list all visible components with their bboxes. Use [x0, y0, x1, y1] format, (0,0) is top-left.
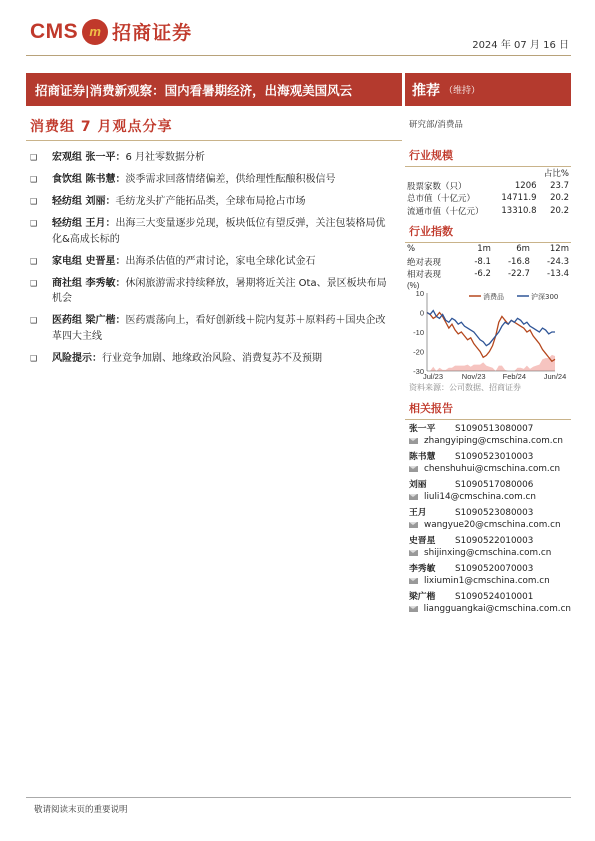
cell-6m: -22.7	[507, 269, 530, 280]
analyst-entry	[405, 591, 571, 615]
bullet-label: 食饮组 陈书慧：	[52, 174, 126, 185]
mail-icon	[409, 522, 418, 528]
bullet-item	[30, 194, 394, 210]
mail-icon	[409, 466, 418, 472]
checkbox-bullet-icon: ❑	[30, 256, 38, 266]
analyst-email[interactable]: zhangyiping@cmschina.com.cn	[424, 436, 563, 446]
relative-performance-area	[427, 355, 555, 371]
mail-icon	[409, 578, 418, 584]
mail-icon	[409, 494, 418, 500]
table-row	[405, 205, 571, 218]
analyst-email-row	[405, 435, 571, 447]
industry-index-title: 行业指数	[405, 223, 571, 243]
analyst-id: S1090524010001	[455, 592, 534, 602]
checkbox-bullet-icon: ❑	[30, 197, 38, 206]
related-reports-section	[405, 400, 571, 619]
analyst-email[interactable]: wangyue20@cmschina.com.cn	[424, 520, 561, 530]
analyst-email-row	[405, 547, 571, 559]
y-tick-label: 10	[415, 289, 424, 298]
bullet-text: 6 月社零数据分析	[125, 152, 206, 163]
cms-logo	[30, 18, 192, 45]
cell-12m: -24.3	[547, 256, 569, 267]
analyst-email-row	[405, 603, 571, 615]
legend-label-hs300: 沪深300	[531, 293, 559, 301]
footer-note: 敬请阅读末页的重要说明	[34, 805, 128, 815]
y-tick-label: 0	[419, 308, 424, 318]
col-header: %	[407, 244, 416, 255]
col-header: 1m	[477, 244, 491, 255]
row-label: 股票家数（只）	[407, 181, 467, 192]
analyst-email-row	[405, 463, 571, 475]
table-header-row	[405, 243, 571, 256]
industry-scale-table	[405, 167, 571, 217]
bullet-label: 医药组 梁广楷：	[52, 315, 126, 326]
row-value: 13310.8	[501, 205, 537, 216]
analyst-row	[405, 451, 571, 463]
bullet-text: 行业竞争加剧、地缘政治风险、消费复苏不及预期	[102, 352, 322, 364]
row-pct: 23.7	[550, 180, 569, 191]
analyst-id: S1090520070003	[455, 564, 534, 574]
logo-chinese-text: 招商证券	[112, 22, 193, 44]
bullet-item	[30, 351, 394, 367]
bullet-item	[30, 172, 394, 188]
logo-mark-icon: m	[82, 19, 108, 45]
bullet-label: 家电组 史晋星：	[52, 255, 126, 267]
analyst-email-row	[405, 519, 571, 531]
checkbox-bullet-icon: ❑	[30, 219, 38, 228]
analyst-name: 王月	[409, 508, 427, 518]
bullet-label: 商社组 李秀敏：	[52, 277, 126, 289]
analyst-row	[405, 479, 571, 491]
analyst-email-row	[405, 491, 571, 503]
bullet-label: 风险提示：	[52, 352, 102, 364]
index-chart-svg	[405, 279, 571, 379]
cell-1m: -6.2	[474, 269, 491, 280]
analyst-entry	[405, 479, 571, 503]
analyst-id: S1090523080003	[455, 508, 534, 518]
header-divider	[26, 55, 571, 56]
table-row	[405, 180, 571, 193]
row-label: 总市值（十亿元）	[407, 194, 476, 205]
bullet-item	[30, 216, 394, 247]
analyst-id: S1090517080006	[455, 480, 534, 490]
col-header: 12m	[549, 244, 569, 255]
cell-6m: -16.8	[507, 256, 530, 267]
analyst-email[interactable]: liangguangkai@cmschina.com.cn	[423, 604, 571, 614]
bullet-text: 出海三大变量逐步兑现，板块低位有望反弹，关注包装格局优化&高成长标的	[52, 218, 386, 245]
row-value: 14711.9	[501, 193, 537, 204]
checkbox-bullet-icon: ❑	[30, 175, 38, 184]
related-reports-title: 相关报告	[405, 400, 571, 420]
analyst-name: 陈书慧	[409, 452, 436, 462]
rating-main: 推荐	[412, 82, 440, 99]
data-source: 资料来源：公司数据、招商证券	[409, 383, 521, 392]
checkbox-bullet-icon: ❑	[30, 153, 38, 162]
analyst-name: 张一平	[409, 424, 436, 434]
bullet-label: 轻纺组 刘丽：	[52, 196, 116, 207]
bullet-text: 出海杀估值的严肃讨论，家电全球化试金石	[125, 255, 316, 267]
analyst-name: 史晋星	[409, 536, 436, 546]
table-row	[405, 256, 571, 269]
checkbox-bullet-icon: ❑	[30, 278, 38, 288]
industry-index-section	[405, 223, 571, 281]
pct-header: 占比%	[543, 169, 569, 180]
checkbox-bullet-icon: ❑	[30, 353, 38, 363]
index-chart	[405, 279, 571, 379]
x-tick-label: Nov/23	[461, 372, 486, 379]
analyst-row	[405, 423, 571, 435]
x-tick-label: Feb/24	[502, 372, 527, 379]
table-header-row	[405, 167, 571, 180]
analyst-email[interactable]: lixiumin1@cmschina.com.cn	[424, 576, 550, 586]
mail-icon	[409, 606, 418, 612]
col-header: 6m	[516, 244, 530, 255]
analyst-row	[405, 507, 571, 519]
report-title: 招商证券|消费新观察：国内看暑期经济，出海观美国风云	[26, 73, 402, 106]
row-pct: 20.2	[550, 193, 569, 204]
analyst-row	[405, 535, 571, 547]
report-date: 2024 年 07 月 16 日	[472, 40, 569, 51]
y-tick-label: -20	[413, 347, 424, 357]
bullet-text: 淡季需求回落情绪偏差，供给理性酝酿积极信号	[125, 174, 336, 185]
analyst-entry	[405, 535, 571, 559]
row-label: 绝对表现	[407, 257, 442, 268]
bullet-label: 宏观组 张一平：	[52, 152, 126, 163]
cell-1m: -8.1	[474, 256, 491, 267]
bullet-text: 休闲旅游需求持续释放，暑期将近关注 Ota、景区板块布局机会	[52, 277, 387, 304]
industry-index-table	[405, 243, 571, 281]
analyst-entry	[405, 507, 571, 531]
department: 研究部/消费品	[409, 120, 463, 130]
analyst-id: S1090513080007	[455, 424, 534, 434]
bullet-item	[30, 276, 394, 307]
row-pct: 20.2	[550, 205, 569, 216]
mail-icon	[409, 550, 418, 556]
analyst-list	[405, 423, 571, 615]
bullet-item	[30, 254, 394, 270]
analyst-id: S1090523010003	[455, 452, 534, 462]
bullet-item	[30, 150, 394, 166]
analyst-id: S1090522010003	[455, 536, 534, 546]
mail-icon	[409, 438, 418, 444]
row-label: 流通市值（十亿元）	[407, 206, 484, 217]
analyst-name: 刘丽	[409, 480, 427, 490]
bullet-item	[30, 313, 394, 344]
y-tick-label: -10	[413, 328, 424, 337]
series-line-hs300	[427, 311, 555, 346]
analyst-email-row	[405, 575, 571, 587]
bullet-text: 毛纺龙头扩产能拓品类，全球布局抢占市场	[115, 196, 306, 207]
rating-sub: （维持）	[444, 86, 481, 96]
x-tick-label: Jul/23	[422, 372, 444, 379]
analyst-name: 梁广楷	[409, 592, 436, 602]
rating-bar	[405, 73, 571, 106]
y-axis-label: (%)	[407, 281, 420, 290]
page-header	[0, 0, 595, 60]
bullet-text: 医药震荡向上，看好创新线＋院内复苏＋原料药＋国央企改革四大主线	[52, 315, 386, 342]
x-tick-label: Jun/24	[543, 372, 567, 379]
analyst-row	[405, 591, 571, 603]
sidebar	[405, 110, 571, 614]
report-subtitle: 消费组 7 月观点分享	[30, 119, 173, 135]
analyst-email[interactable]: shijinxing@cmschina.com.cn	[424, 548, 552, 558]
analyst-name: 李秀敏	[409, 564, 436, 574]
bullet-label: 轻纺组 王月：	[52, 218, 116, 229]
legend-label-consumer: 消费品	[483, 293, 504, 301]
logo-latin-text: CMS	[30, 19, 79, 43]
table-row	[405, 192, 571, 205]
analyst-email[interactable]: liuli14@cmschina.com.cn	[424, 492, 536, 502]
analyst-row	[405, 563, 571, 575]
row-value: 1206	[514, 180, 537, 191]
industry-scale-section	[405, 147, 571, 217]
analyst-entry	[405, 423, 571, 447]
bullet-list	[30, 150, 394, 373]
footer-divider	[26, 797, 571, 798]
y-tick-label: -30	[413, 367, 424, 376]
row-label: 相对表现	[407, 270, 442, 281]
analyst-entry	[405, 563, 571, 587]
analyst-email[interactable]: chenshuhui@cmschina.com.cn	[424, 464, 561, 474]
analyst-entry	[405, 451, 571, 475]
industry-scale-title: 行业规模	[405, 147, 571, 167]
checkbox-bullet-icon: ❑	[30, 316, 38, 325]
subtitle-divider	[26, 140, 402, 141]
cell-12m: -13.4	[547, 269, 569, 280]
